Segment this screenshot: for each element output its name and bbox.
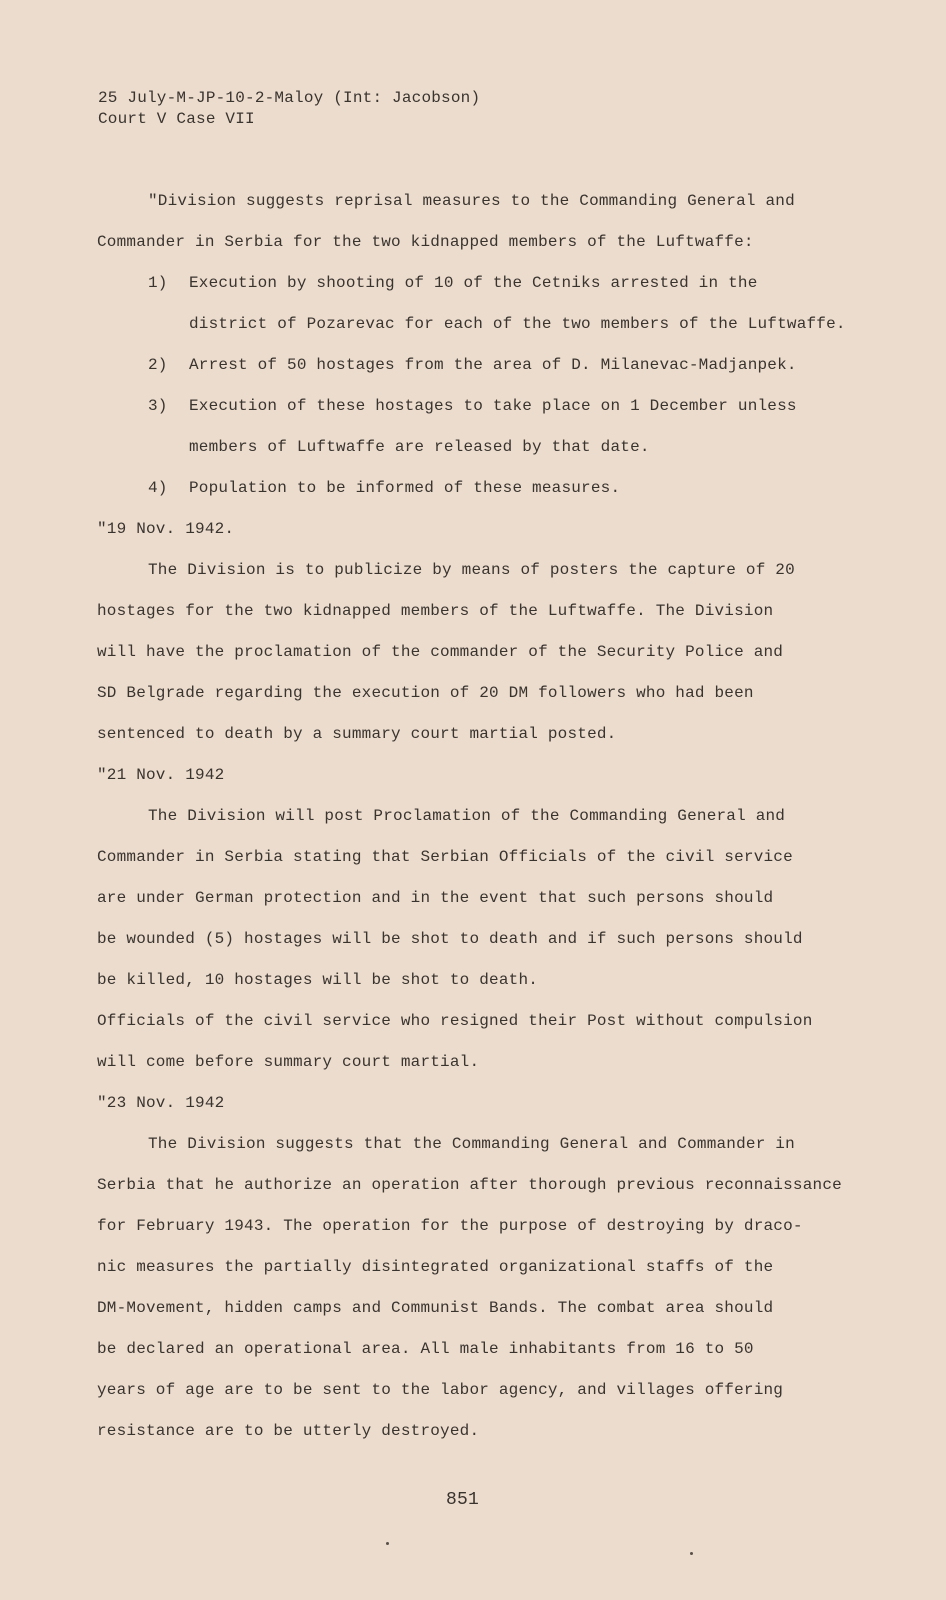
paragraph-line: be wounded (5) hostages will be shot to death and if such persons should [97,930,803,948]
list-number: 2) [148,356,168,374]
list-item-line: members of Luftwaffe are released by that date. [189,438,650,456]
paragraph-line: The Division will post Proclamation of the Commanding General and [148,807,786,825]
paper-speck [386,1542,389,1545]
paragraph-line: will have the proclamation of the commander of the Security Police and [97,643,784,661]
paragraph-line: nic measures the partially disintegrated organizational staffs of the [97,1258,774,1276]
list-item-line: district of Pozarevac for each of the two members of the Luftwaffe. [189,315,846,333]
date-heading: "21 Nov. 1942 [97,766,225,784]
paragraph-line: SD Belgrade regarding the execution of 20 DM followers who had been [97,684,754,702]
paragraph-line: are under German protection and in the event that such persons should [97,889,774,907]
paragraph-line: Commander in Serbia stating that Serbian Officials of the civil service [97,848,793,866]
paragraph-line: "Division suggests reprisal measures to the Commanding General and [148,192,795,210]
list-item-line: Arrest of 50 hostages from the area of D. Milanevac-Madjanpek. [189,356,797,374]
paragraph-line: will come before summary court martial. [97,1053,480,1071]
paragraph-line: Serbia that he authorize an operation after thorough previous reconnaissance [97,1176,842,1194]
list-item-line: Execution of these hostages to take place on 1 December unless [189,397,797,415]
header-court-case: Court V Case VII [98,110,255,128]
list-item-line: Population to be informed of these measures. [189,479,621,497]
paragraph-line: Commander in Serbia for the two kidnapped members of the Luftwaffe: [97,233,754,251]
paragraph-line: hostages for the two kidnapped members of the Luftwaffe. The Division [97,602,774,620]
date-heading: "19 Nov. 1942. [97,520,235,538]
list-item-line: Execution by shooting of 10 of the Cetniks arrested in the [189,274,758,292]
paragraph-line: sentenced to death by a summary court martial posted. [97,725,617,743]
paragraph-line: The Division suggests that the Commanding General and Commander in [148,1135,795,1153]
paragraph-line: be declared an operational area. All male inhabitants from 16 to 50 [97,1340,754,1358]
date-heading: "23 Nov. 1942 [97,1094,225,1112]
list-number: 1) [148,274,168,292]
paragraph-line: years of age are to be sent to the labor agency, and villages offering [97,1381,784,1399]
paragraph-line: DM-Movement, hidden camps and Communist Bands. The combat area should [97,1299,774,1317]
paragraph-line: for February 1943. The operation for the purpose of destroying by draco- [97,1217,803,1235]
list-number: 3) [148,397,168,415]
list-number: 4) [148,479,168,497]
paragraph-line: Officials of the civil service who resigned their Post without compulsion [97,1012,813,1030]
header-reference: 25 July-M-JP-10-2-Maloy (Int: Jacobson) [98,89,481,107]
paper-speck [690,1552,693,1555]
page-number: 851 [446,1490,480,1510]
paragraph-line: The Division is to publicize by means of posters the capture of 20 [148,561,795,579]
paragraph-line: resistance are to be utterly destroyed. [97,1422,480,1440]
paragraph-line: be killed, 10 hostages will be shot to death. [97,971,539,989]
